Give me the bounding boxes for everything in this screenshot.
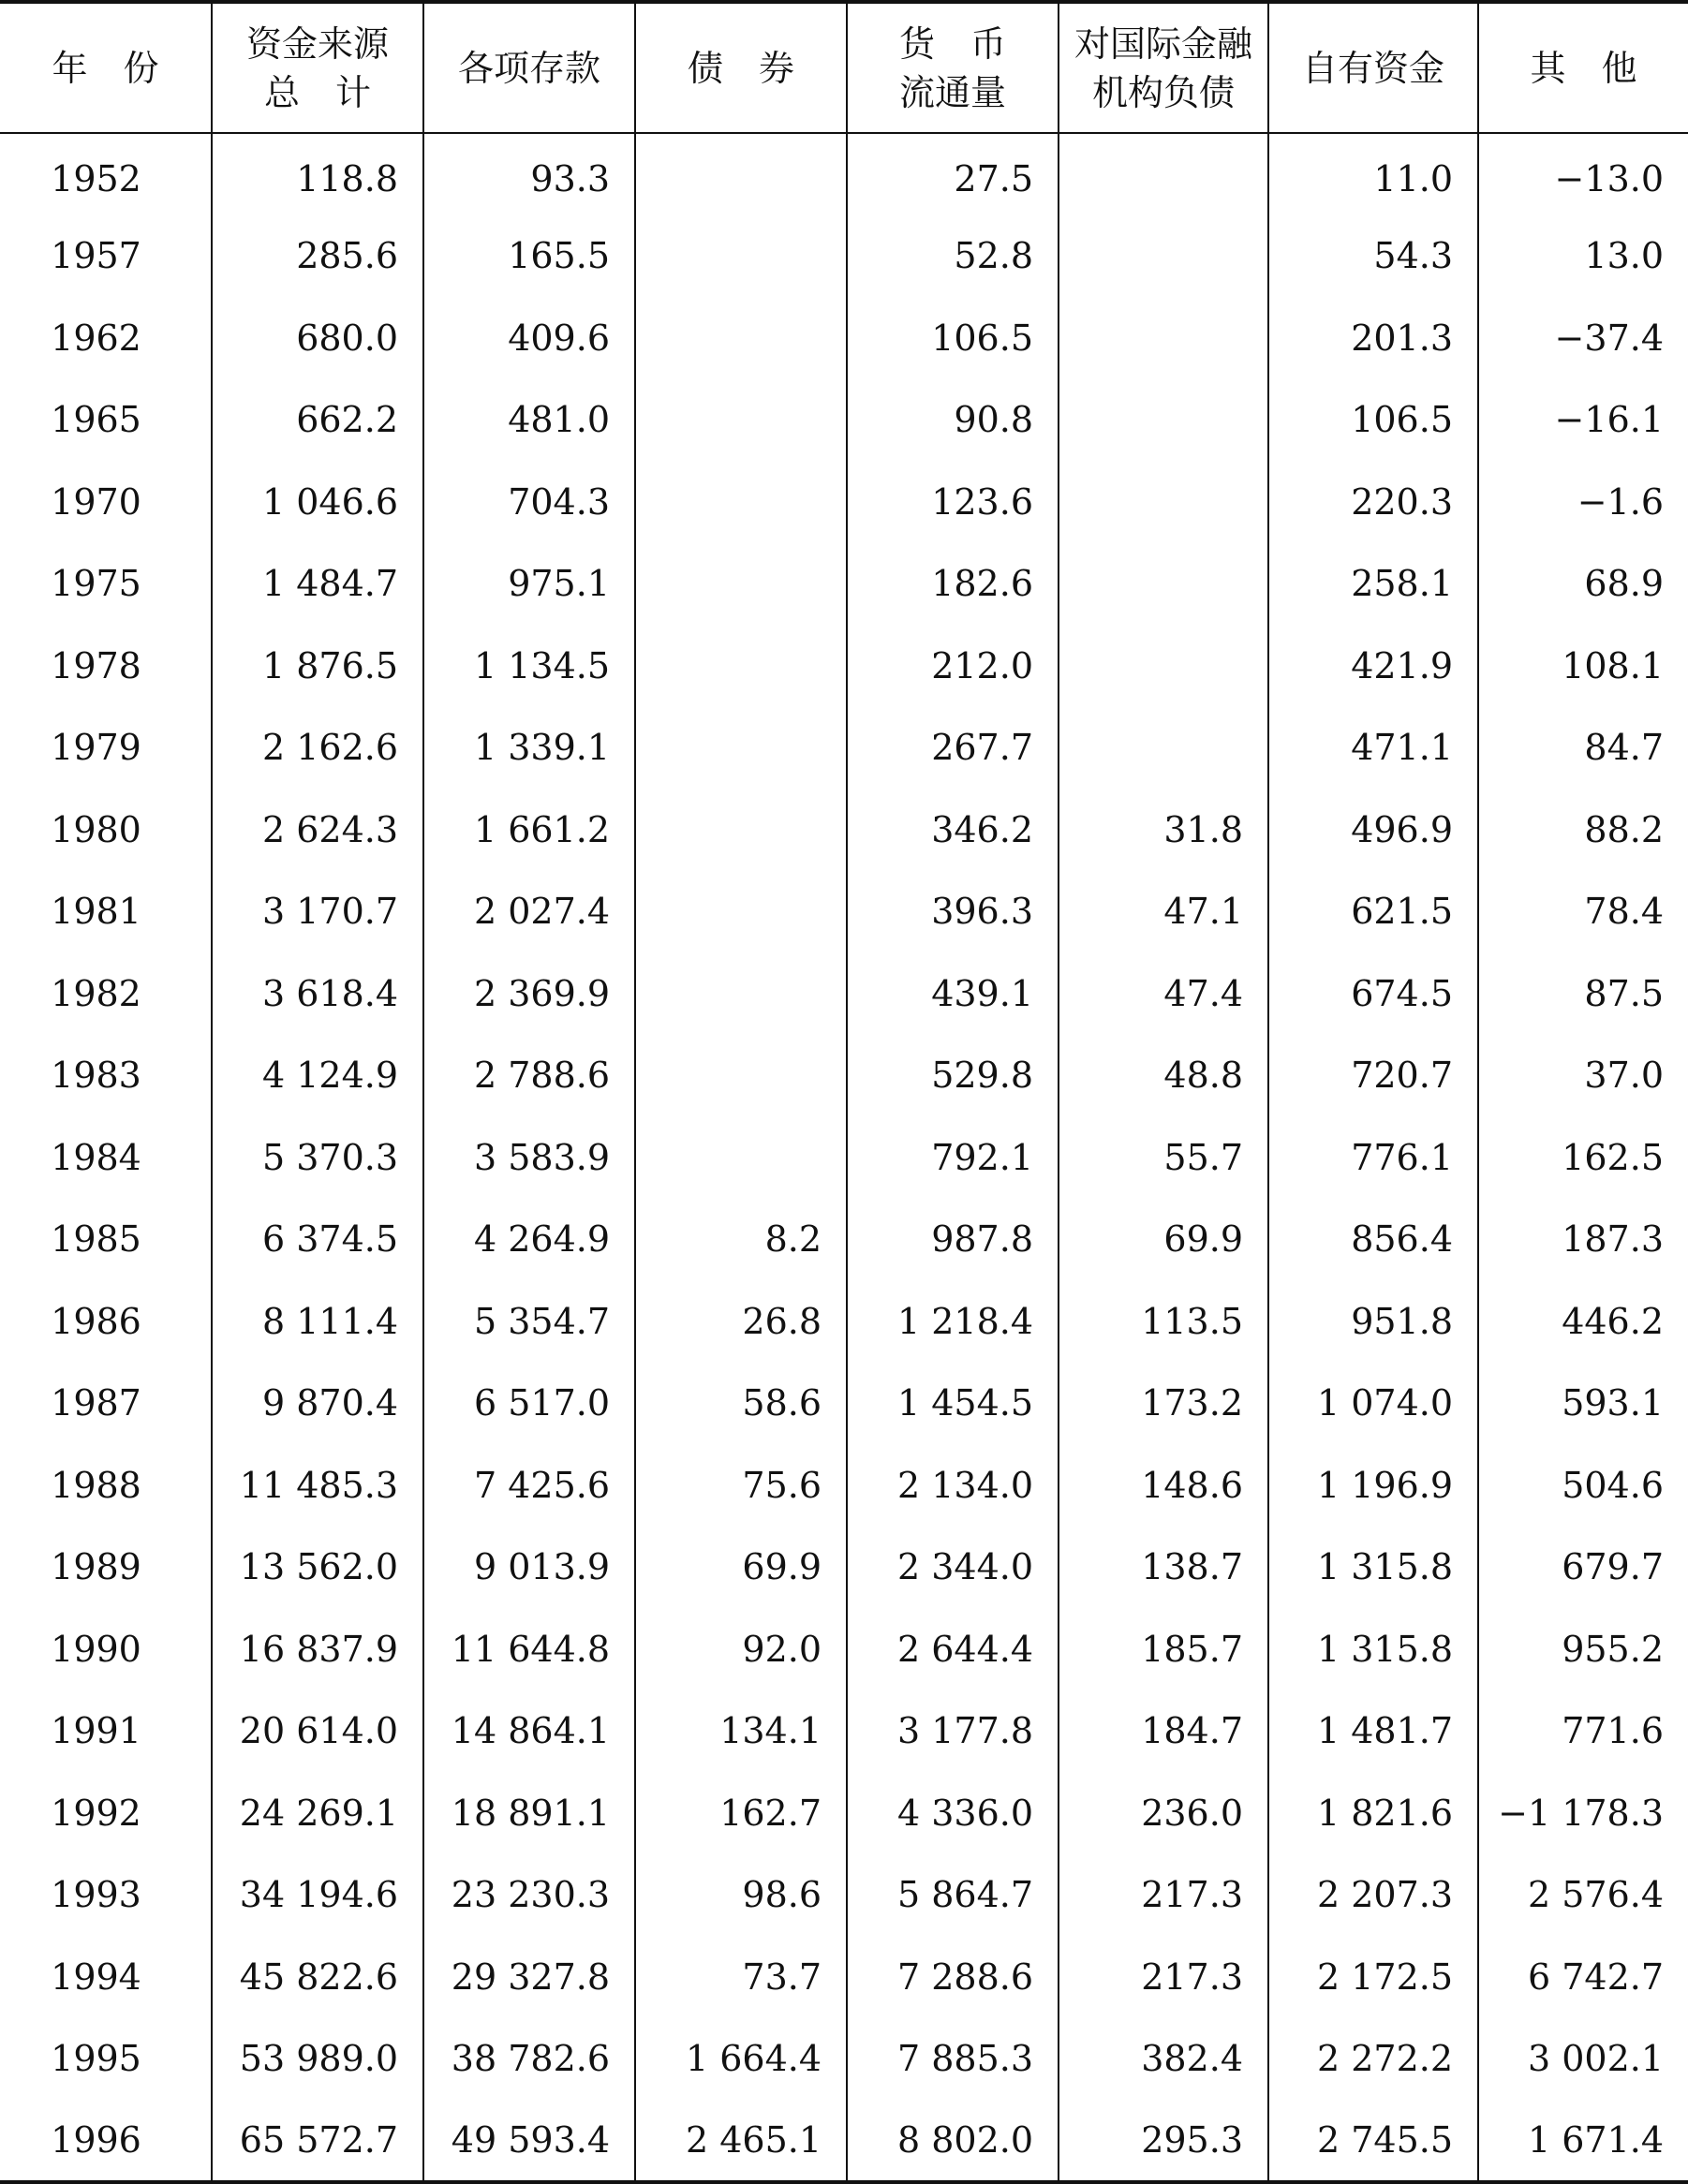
cell-deposits: 29 327.8 — [423, 1936, 635, 2018]
cell-own-funds: 2 745.5 — [1268, 2100, 1478, 2182]
table-row — [0, 1936, 1688, 2018]
header-own-funds: 自有资金 — [1268, 2, 1478, 133]
cell-bonds: 92.0 — [635, 1608, 847, 1690]
cell-intl-liabilities — [1059, 379, 1268, 462]
cell-total-funds: 6 374.5 — [212, 1199, 423, 1281]
cell-deposits: 975.1 — [423, 543, 635, 626]
table-row — [0, 789, 1688, 871]
cell-deposits: 2 369.9 — [423, 952, 635, 1035]
cell-deposits: 23 230.3 — [423, 1854, 635, 1937]
cell-total-funds: 24 269.1 — [212, 1772, 423, 1854]
cell-total-funds: 53 989.0 — [212, 2018, 423, 2101]
cell-deposits: 1 661.2 — [423, 789, 635, 871]
table-row — [0, 2018, 1688, 2101]
cell-year: 1962 — [51, 317, 141, 359]
cell-own-funds: 1 315.8 — [1268, 1527, 1478, 1609]
cell-intl-liabilities — [1059, 461, 1268, 543]
cell-currency-circulation: 3 177.8 — [847, 1690, 1059, 1773]
header-intl-liabilities: 对国际金融 机构负债 — [1059, 2, 1268, 133]
cell-total-funds: 13 562.0 — [212, 1527, 423, 1609]
cell-total-funds: 1 046.6 — [212, 461, 423, 543]
cell-currency-circulation: 1 454.5 — [847, 1363, 1059, 1445]
cell-bonds: 8.2 — [635, 1199, 847, 1281]
cell-total-funds: 4 124.9 — [212, 1035, 423, 1117]
cell-deposits: 7 425.6 — [423, 1444, 635, 1527]
table-row — [0, 871, 1688, 953]
cell-total-funds: 1 484.7 — [212, 543, 423, 626]
cell-year: 1993 — [51, 1874, 141, 1916]
cell-currency-circulation: 7 885.3 — [847, 2018, 1059, 2101]
cell-deposits: 5 354.7 — [423, 1280, 635, 1363]
cell-deposits: 2 788.6 — [423, 1035, 635, 1117]
cell-intl-liabilities — [1059, 215, 1268, 298]
cell-bonds: 69.9 — [635, 1527, 847, 1609]
cell-total-funds: 16 837.9 — [212, 1608, 423, 1690]
header-row — [0, 2, 1688, 133]
cell-deposits: 1 339.1 — [423, 707, 635, 789]
cell-total-funds: 3 618.4 — [212, 952, 423, 1035]
cell-bonds — [635, 297, 847, 379]
table-row — [0, 379, 1688, 462]
table-row — [0, 215, 1688, 298]
cell-total-funds: 2 162.6 — [212, 707, 423, 789]
cell-other: 13.0 — [1478, 215, 1688, 298]
table-row — [0, 297, 1688, 379]
cell-currency-circulation: 106.5 — [847, 297, 1059, 379]
cell-bonds: 2 465.1 — [635, 2100, 847, 2182]
cell-year: 1988 — [51, 1464, 141, 1506]
cell-intl-liabilities: 184.7 — [1059, 1690, 1268, 1773]
cell-intl-liabilities: 69.9 — [1059, 1199, 1268, 1281]
cell-own-funds: 496.9 — [1268, 789, 1478, 871]
cell-currency-circulation: 792.1 — [847, 1116, 1059, 1199]
cell-deposits: 704.3 — [423, 461, 635, 543]
table-row — [0, 625, 1688, 707]
cell-currency-circulation: 346.2 — [847, 789, 1059, 871]
cell-currency-circulation: 8 802.0 — [847, 2100, 1059, 2182]
cell-currency-circulation: 2 644.4 — [847, 1608, 1059, 1690]
cell-other: 84.7 — [1478, 707, 1688, 789]
cell-other: 2 576.4 — [1478, 1854, 1688, 1937]
cell-intl-liabilities: 55.7 — [1059, 1116, 1268, 1199]
cell-currency-circulation: 5 864.7 — [847, 1854, 1059, 1937]
cell-own-funds: 856.4 — [1268, 1199, 1478, 1281]
cell-total-funds: 5 370.3 — [212, 1116, 423, 1199]
cell-intl-liabilities — [1059, 297, 1268, 379]
table-row — [0, 1280, 1688, 1363]
cell-other: −13.0 — [1478, 133, 1688, 215]
cell-currency-circulation: 1 218.4 — [847, 1280, 1059, 1363]
cell-year: 1994 — [51, 1955, 141, 1998]
header-currency-circulation: 货 币 流通量 — [847, 2, 1059, 133]
cell-currency-circulation: 90.8 — [847, 379, 1059, 462]
cell-total-funds: 2 624.3 — [212, 789, 423, 871]
table-row — [0, 1444, 1688, 1527]
cell-total-funds: 680.0 — [212, 297, 423, 379]
cell-own-funds: 220.3 — [1268, 461, 1478, 543]
cell-total-funds: 45 822.6 — [212, 1936, 423, 2018]
cell-currency-circulation: 212.0 — [847, 625, 1059, 707]
cell-bonds — [635, 379, 847, 462]
cell-deposits: 49 593.4 — [423, 2100, 635, 2182]
cell-total-funds: 285.6 — [212, 215, 423, 298]
cell-deposits: 11 644.8 — [423, 1608, 635, 1690]
table-body — [0, 133, 1688, 2182]
cell-intl-liabilities: 138.7 — [1059, 1527, 1268, 1609]
cell-year: 1980 — [51, 808, 141, 850]
cell-year: 1989 — [51, 1546, 141, 1588]
table-row — [0, 2100, 1688, 2182]
cell-bonds — [635, 625, 847, 707]
cell-intl-liabilities: 48.8 — [1059, 1035, 1268, 1117]
table-row — [0, 707, 1688, 789]
cell-other: 78.4 — [1478, 871, 1688, 953]
cell-bonds: 26.8 — [635, 1280, 847, 1363]
cell-own-funds: 1 196.9 — [1268, 1444, 1478, 1527]
cell-other: 37.0 — [1478, 1035, 1688, 1117]
cell-bonds — [635, 215, 847, 298]
cell-bonds: 73.7 — [635, 1936, 847, 2018]
table-row — [0, 133, 1688, 215]
cell-other: 771.6 — [1478, 1690, 1688, 1773]
cell-currency-circulation: 987.8 — [847, 1199, 1059, 1281]
cell-own-funds: 421.9 — [1268, 625, 1478, 707]
cell-own-funds: 106.5 — [1268, 379, 1478, 462]
cell-year: 1991 — [51, 1710, 141, 1752]
cell-total-funds: 20 614.0 — [212, 1690, 423, 1773]
cell-intl-liabilities: 31.8 — [1059, 789, 1268, 871]
cell-own-funds: 951.8 — [1268, 1280, 1478, 1363]
cell-own-funds: 1 315.8 — [1268, 1608, 1478, 1690]
cell-currency-circulation: 2 134.0 — [847, 1444, 1059, 1527]
cell-bonds: 75.6 — [635, 1444, 847, 1527]
cell-intl-liabilities — [1059, 625, 1268, 707]
cell-currency-circulation: 439.1 — [847, 952, 1059, 1035]
cell-year: 1983 — [51, 1055, 141, 1097]
cell-year: 1981 — [51, 891, 141, 933]
cell-currency-circulation: 267.7 — [847, 707, 1059, 789]
cell-deposits: 93.3 — [423, 133, 635, 215]
cell-deposits: 2 027.4 — [423, 871, 635, 953]
cell-deposits: 409.6 — [423, 297, 635, 379]
cell-intl-liabilities: 217.3 — [1059, 1936, 1268, 2018]
cell-deposits: 14 864.1 — [423, 1690, 635, 1773]
cell-own-funds: 201.3 — [1268, 297, 1478, 379]
cell-other: 3 002.1 — [1478, 2018, 1688, 2101]
cell-own-funds: 54.3 — [1268, 215, 1478, 298]
cell-own-funds: 2 272.2 — [1268, 2018, 1478, 2101]
cell-bonds: 162.7 — [635, 1772, 847, 1854]
cell-intl-liabilities — [1059, 707, 1268, 789]
cell-year: 1985 — [51, 1218, 141, 1261]
cell-deposits: 3 583.9 — [423, 1116, 635, 1199]
cell-bonds — [635, 1035, 847, 1117]
cell-bonds — [635, 461, 847, 543]
cell-bonds: 58.6 — [635, 1363, 847, 1445]
cell-deposits: 18 891.1 — [423, 1772, 635, 1854]
cell-intl-liabilities: 382.4 — [1059, 2018, 1268, 2101]
cell-own-funds: 1 481.7 — [1268, 1690, 1478, 1773]
cell-total-funds: 3 170.7 — [212, 871, 423, 953]
cell-intl-liabilities — [1059, 133, 1268, 215]
cell-total-funds: 11 485.3 — [212, 1444, 423, 1527]
cell-intl-liabilities: 173.2 — [1059, 1363, 1268, 1445]
cell-bonds — [635, 789, 847, 871]
cell-deposits: 38 782.6 — [423, 2018, 635, 2101]
table-row — [0, 461, 1688, 543]
cell-year: 1978 — [51, 644, 141, 686]
cell-bonds: 98.6 — [635, 1854, 847, 1937]
cell-other: 446.2 — [1478, 1280, 1688, 1363]
cell-currency-circulation: 123.6 — [847, 461, 1059, 543]
table-row — [0, 1199, 1688, 1281]
cell-other: 162.5 — [1478, 1116, 1688, 1199]
cell-intl-liabilities: 47.1 — [1059, 871, 1268, 953]
cell-total-funds: 662.2 — [212, 379, 423, 462]
cell-year: 1957 — [51, 235, 141, 277]
cell-other: −1 178.3 — [1478, 1772, 1688, 1854]
cell-intl-liabilities: 185.7 — [1059, 1608, 1268, 1690]
cell-own-funds: 471.1 — [1268, 707, 1478, 789]
cell-other: 955.2 — [1478, 1608, 1688, 1690]
cell-other: 6 742.7 — [1478, 1936, 1688, 2018]
cell-year: 1987 — [51, 1382, 141, 1424]
cell-other: 87.5 — [1478, 952, 1688, 1035]
cell-other: 108.1 — [1478, 625, 1688, 707]
cell-other: 187.3 — [1478, 1199, 1688, 1281]
table-row — [0, 1854, 1688, 1937]
cell-bonds — [635, 952, 847, 1035]
cell-total-funds: 65 572.7 — [212, 2100, 423, 2182]
header-year: 年 份 — [0, 2, 212, 133]
cell-other: 679.7 — [1478, 1527, 1688, 1609]
cell-other: 504.6 — [1478, 1444, 1688, 1527]
cell-own-funds: 11.0 — [1268, 133, 1478, 215]
cell-currency-circulation: 4 336.0 — [847, 1772, 1059, 1854]
cell-intl-liabilities: 47.4 — [1059, 952, 1268, 1035]
cell-deposits: 165.5 — [423, 215, 635, 298]
cell-year: 1952 — [51, 158, 141, 200]
cell-year: 1982 — [51, 972, 141, 1014]
cell-deposits: 1 134.5 — [423, 625, 635, 707]
cell-year: 1995 — [51, 2038, 141, 2080]
header-bonds: 债 券 — [635, 2, 847, 133]
cell-deposits: 9 013.9 — [423, 1527, 635, 1609]
header-deposits: 各项存款 — [423, 2, 635, 133]
cell-own-funds: 1 821.6 — [1268, 1772, 1478, 1854]
table-row — [0, 543, 1688, 626]
cell-year: 1975 — [51, 563, 141, 605]
cell-year: 1992 — [51, 1792, 141, 1834]
header-total-funds: 资金来源 总 计 — [212, 2, 423, 133]
cell-other: 68.9 — [1478, 543, 1688, 626]
cell-year: 1986 — [51, 1300, 141, 1342]
cell-currency-circulation: 396.3 — [847, 871, 1059, 953]
cell-bonds — [635, 543, 847, 626]
cell-year: 1996 — [0, 2100, 212, 2182]
cell-bonds — [635, 707, 847, 789]
table-row — [0, 1608, 1688, 1690]
cell-deposits: 481.0 — [423, 379, 635, 462]
cell-year: 1965 — [51, 399, 141, 441]
cell-currency-circulation: 27.5 — [847, 133, 1059, 215]
cell-intl-liabilities: 113.5 — [1059, 1280, 1268, 1363]
cell-year: 1979 — [51, 727, 141, 769]
table-row — [0, 952, 1688, 1035]
cell-intl-liabilities: 217.3 — [1059, 1854, 1268, 1937]
cell-total-funds: 9 870.4 — [212, 1363, 423, 1445]
cell-other: −16.1 — [1478, 379, 1688, 462]
cell-own-funds: 776.1 — [1268, 1116, 1478, 1199]
cell-currency-circulation: 2 344.0 — [847, 1527, 1059, 1609]
cell-currency-circulation: 52.8 — [847, 215, 1059, 298]
cell-intl-liabilities: 236.0 — [1059, 1772, 1268, 1854]
cell-other: −37.4 — [1478, 297, 1688, 379]
cell-intl-liabilities — [1059, 543, 1268, 626]
cell-currency-circulation: 182.6 — [847, 543, 1059, 626]
cell-own-funds: 2 207.3 — [1268, 1854, 1478, 1937]
cell-intl-liabilities: 295.3 — [1059, 2100, 1268, 2182]
table-row — [0, 1363, 1688, 1445]
cell-total-funds: 8 111.4 — [212, 1280, 423, 1363]
cell-year: 1970 — [51, 480, 141, 523]
cell-other: 1 671.4 — [1478, 2100, 1688, 2182]
cell-year: 1984 — [51, 1136, 141, 1178]
cell-total-funds: 118.8 — [212, 133, 423, 215]
cell-own-funds: 2 172.5 — [1268, 1936, 1478, 2018]
cell-own-funds: 1 074.0 — [1268, 1363, 1478, 1445]
table-row — [0, 1527, 1688, 1609]
cell-other: 88.2 — [1478, 789, 1688, 871]
cell-other: −1.6 — [1478, 461, 1688, 543]
cell-currency-circulation: 7 288.6 — [847, 1936, 1059, 2018]
cell-total-funds: 34 194.6 — [212, 1854, 423, 1937]
cell-bonds — [635, 133, 847, 215]
cell-own-funds: 674.5 — [1268, 952, 1478, 1035]
cell-own-funds: 720.7 — [1268, 1035, 1478, 1117]
cell-total-funds: 1 876.5 — [212, 625, 423, 707]
cell-currency-circulation: 529.8 — [847, 1035, 1059, 1117]
cell-bonds — [635, 1116, 847, 1199]
cell-other: 593.1 — [1478, 1363, 1688, 1445]
cell-deposits: 6 517.0 — [423, 1363, 635, 1445]
cell-bonds — [635, 871, 847, 953]
cell-own-funds: 621.5 — [1268, 871, 1478, 953]
header-other: 其 他 — [1478, 2, 1688, 133]
cell-own-funds: 258.1 — [1268, 543, 1478, 626]
table-row — [0, 1116, 1688, 1199]
table-row — [0, 1772, 1688, 1854]
cell-intl-liabilities: 148.6 — [1059, 1444, 1268, 1527]
cell-year: 1990 — [51, 1628, 141, 1670]
table-row — [0, 1690, 1688, 1773]
cell-bonds: 134.1 — [635, 1690, 847, 1773]
table-row — [0, 1035, 1688, 1117]
cell-deposits: 4 264.9 — [423, 1199, 635, 1281]
cell-bonds: 1 664.4 — [635, 2018, 847, 2101]
